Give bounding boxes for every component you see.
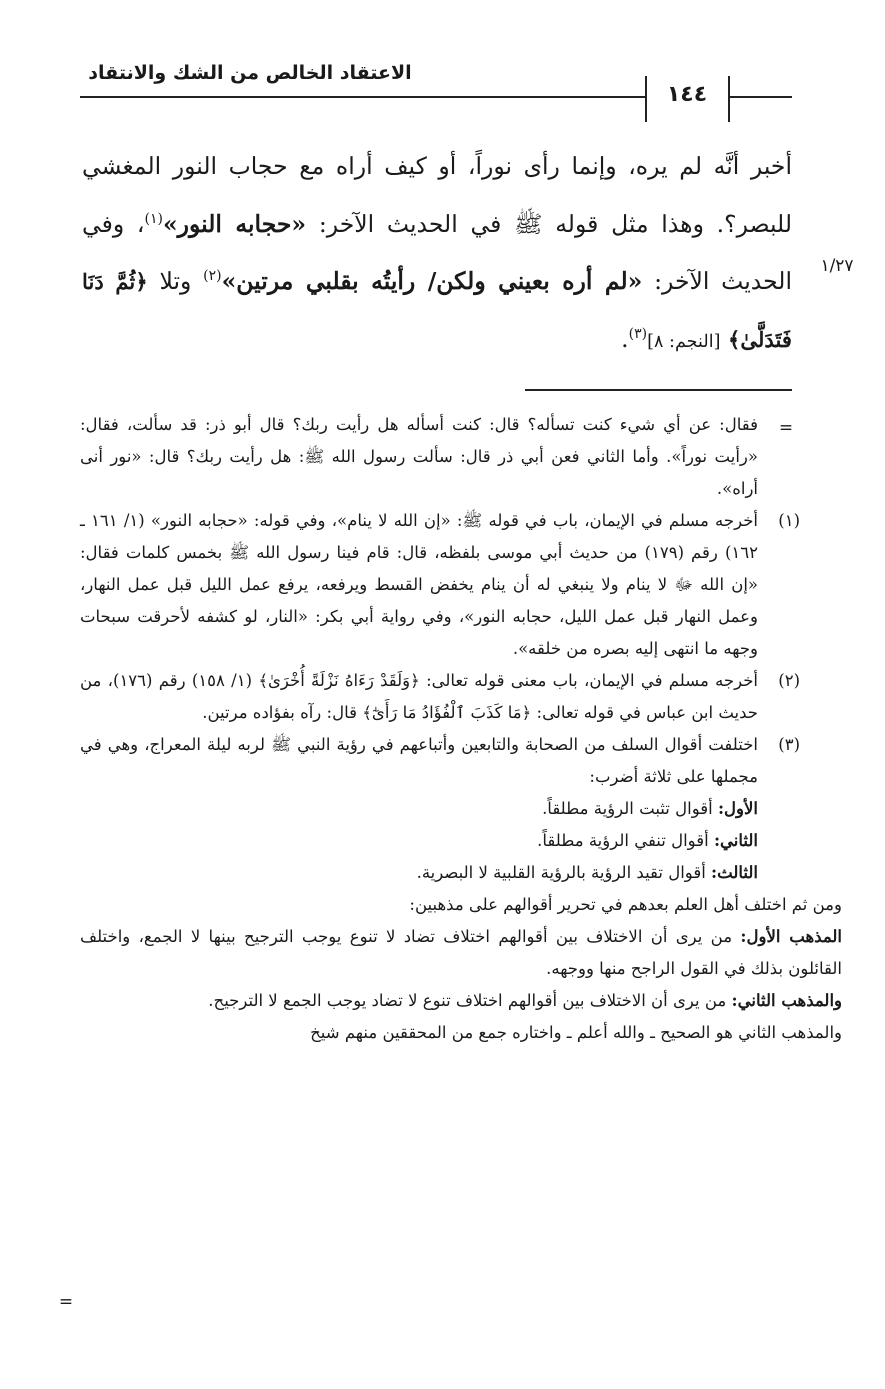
madhhab-label: المذهب الأول: — [740, 927, 842, 946]
continuation-marker-bottom: = — [58, 1292, 74, 1312]
footnote-ref-3[interactable]: (٣) — [628, 325, 648, 342]
footnote-3-item-2 — [80, 825, 758, 857]
footnote-1-number: (١) — [778, 511, 800, 530]
madhhab-text: من يرى أن الاختلاف بين أقوالهم اختلاف تنوع لا تضاد يوجب الجمع لا الترجيح. — [208, 991, 727, 1010]
footnote-separator — [525, 389, 792, 391]
main-text — [82, 138, 792, 371]
madhhab-text: من يرى أن الاختلاف بين أقوالهم اختلاف تضاد لا تنوع يوجب الترجيح بينها لا الجمع، واختلف القائلون بذلك في القول الراجح منها ووجهه. — [80, 927, 842, 978]
item-text: أقوال تنفي الرؤية مطلقاً. — [537, 831, 709, 850]
header-divider-right — [728, 76, 730, 122]
footnote-ref-2[interactable]: (٢) — [203, 268, 222, 285]
madhhab-label: والمذهب الثاني: — [731, 991, 842, 1010]
quran-verse: ﴿ثُمَّ دَنَا فَتَدَلَّىٰ﴾ — [82, 269, 792, 352]
footnote-3-item-1 — [80, 793, 758, 825]
footnote-2-text: أخرجه مسلم في الإيمان، باب معنى قوله تعالى: ﴿وَلَقَدْ رَءَاهُ نَزْلَةً أُخْرَىٰ﴾ (١/ ١٥٨) رقم (١٧٦)، من حديث ابن عباس في قوله تعالى: ﴿مَا كَذَبَ ٱلْفُؤَادُ مَا رَأَىٰٓ﴾ قال: رآه بفؤاده مرتين. — [80, 671, 759, 722]
item-text: أقوال تثبت الرؤية مطلقاً. — [542, 799, 713, 818]
footnote-3 — [80, 729, 800, 889]
page-number: ١٤٤ — [666, 82, 708, 107]
quran-reference: [النجم: ٨] — [647, 331, 721, 352]
item-text: أقوال تقيد الرؤية بالرؤية القلبية لا البصرية. — [416, 863, 706, 882]
footnote-3-madhhab-1 — [80, 921, 842, 985]
main-text-part-1: أخبر أنَّه لم يره، وإنما رأى نوراً، أو كيف أراه مع حجاب النور المغشي للبصر؟. وهذا مثل قوله ﷺ في الحديث الآخر: — [82, 152, 792, 238]
footnote-3-madhhab-2 — [80, 985, 842, 1017]
footnote-ref-1[interactable]: (١) — [144, 210, 163, 227]
running-title: الاعتقاد الخالص من الشك والانتقاد — [88, 62, 412, 84]
hadith-quote-1: «حجابه النور» — [162, 209, 307, 238]
footnote-1 — [80, 505, 800, 665]
footnote-3-last-line: والمذهب الثاني هو الصحيح ـ والله أعلم ـ واختاره جمع من المحققين منهم شيخ — [310, 1023, 842, 1042]
footnote-3-continued — [80, 889, 842, 1049]
item-label: الأول: — [717, 799, 758, 818]
footnote-3-number: (٣) — [778, 735, 800, 754]
main-paragraph — [82, 138, 792, 371]
hadith-quote-2: «لم أره بعيني ولكن/ رأيتُه بقلبي مرتين» — [221, 267, 643, 295]
footnote-3-continued-body — [80, 889, 842, 1049]
main-text-part-2: ، وفي الحديث الآخر: — [82, 209, 792, 295]
footnote-2 — [80, 665, 800, 729]
footnote-3-item-3 — [80, 857, 758, 889]
footnote-3-intro: اختلفت أقوال السلف من الصحابة والتابعين وأتباعهم في رؤية النبي ﷺ لربه ليلة المعراج، وهي في مجملها على ثلاثة أضرب: — [80, 735, 758, 786]
header-rule-short — [728, 96, 792, 98]
footnote-continuation — [80, 409, 800, 505]
footnote-3-body — [80, 729, 758, 889]
item-label: الثاني: — [713, 831, 758, 850]
header-divider-left — [645, 76, 647, 122]
footnotes — [80, 409, 842, 1049]
item-label: الثالث: — [711, 863, 758, 882]
footnote-2-number: (٢) — [778, 671, 800, 690]
main-text-part-3: وتلا — [159, 267, 192, 295]
main-text-end: . — [621, 324, 629, 353]
footnote-3-madhhab-intro: ومن ثم اختلف أهل العلم بعدهم في تحرير أقوالهم على مذهبين: — [409, 895, 842, 914]
footnote-continuation-text: فقال: عن أي شيء كنت تسأله؟ قال: كنت أسأله هل رأيت ربك؟ قال أبو ذر: قد سألت، فقال: «رأيت نوراً». وأما الثاني فعن أبي ذر قال: سألت رسول الله ﷺ: هل رأيت ربك؟ قال: «نور أنى أراه». — [80, 415, 758, 498]
footnote-1-text: أخرجه مسلم في الإيمان، باب في قوله ﷺ: «إن الله لا ينام»، وفي قوله: «حجابه النور» (١/ ١٦١ ـ ١٦٢) رقم (١٧٩) من حديث أبي موسى بلفظه، قال: قام فينا رسول الله ﷺ بخمس كلمات فقال: «إن الله ﷻ لا ينام ولا ينبغي له أن ينام يخفض القسط ويرفعه، يرفع عمل الليل قبل عمل النهار، وعمل النهار قبل عمل الليل، حجابه النور»، وفي رواية أبي بكر: «النار، لو كشفه لأحرقت سبحات وجهه ما انتهى إليه بصره من خلقه». — [80, 511, 758, 658]
margin-note: ١/٢٧ — [820, 256, 854, 276]
header-rule — [80, 96, 645, 98]
continuation-marker-top: = — [778, 418, 794, 438]
